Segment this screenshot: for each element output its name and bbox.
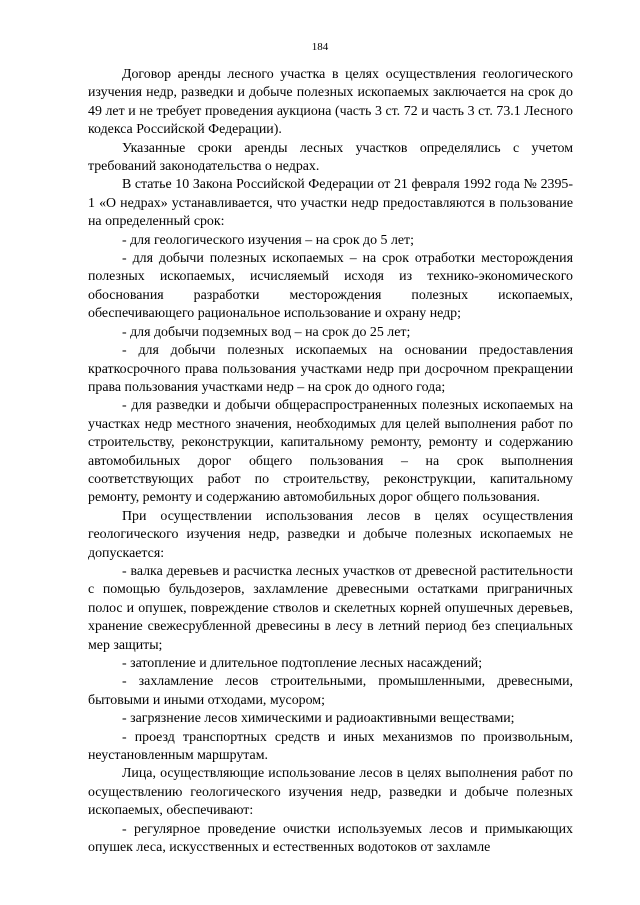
list-item: - регулярное проведение очистки используемых лесов и примыкающих опушек леса, искусственных и естественных водотоков от захламле <box>88 821 573 856</box>
list-item: - валка деревьев и расчистка лесных участков от древесной растительности с помощью бульдозеров, захламление древесными остатками приграничных полос и опушек, повреждение стволов и скелетных корней опушечных деревьев, хранение свежесрубленной древесины в лесу в летний период без специальных мер защиты; <box>88 563 573 653</box>
page-number: 184 <box>311 41 329 53</box>
list-item: - захламление лесов строительными, промышленными, древесными, бытовыми и иными отходами, мусором; <box>88 674 573 708</box>
paragraph: Указанные сроки аренды лесных участков определялись с учетом требований законодательства о недрах. <box>88 140 573 175</box>
list-item: - для геологического изучения – на срок до 5 лет; <box>122 232 414 248</box>
list-item: - для добычи полезных ископаемых на основании предоставления краткосрочного права пользования участками недр при досрочном прекращении права пользования участками недр – на срок до одного года; <box>88 343 573 395</box>
page-body <box>88 66 573 857</box>
paragraph: При осуществлении использования лесов в целях осуществления геологического изучения недр, разведки и добыче полезных ископаемых не допускается: <box>88 508 573 561</box>
list-item: - загрязнение лесов химическими и радиоактивными веществами; <box>122 711 515 727</box>
paragraph: Договор аренды лесного участка в целях осуществления геологического изучения недр, разведки и добыче полезных ископаемых заключается на срок до 49 лет и не требует проведения аукциона (часть 3 ст. 72 и часть 3 ст. 73.1 Лесного кодекса Российской Федерации). <box>88 67 573 138</box>
paragraph: В статье 10 Закона Российской Федерации от 21 февраля 1992 года № 2395-1 «О недрах» устанавливается, что участки недр предоставляются в пользование на определенный срок: <box>88 177 573 230</box>
list-item: - затопление и длительное подтопление лесных насаждений; <box>122 656 483 671</box>
list-item: - для разведки и добычи общераспространенных полезных ископаемых на участках недр местного значения, необходимых для целей выполнения работ по строительству, реконструкции, капитальному ремонту, ремонту и содержанию автомобильных дорог общего пользования – на срок выполнения соответствующих работ по строительству, реконструкции, капитальному ремонту, ремонту и содержанию автомобильных дорог общего пользования. <box>88 398 573 506</box>
list-item: - проезд транспортных средств и иных механизмов по произвольным, неустановленным маршрутам. <box>88 729 573 764</box>
list-item: - для добычи полезных ископаемых – на срок отработки месторождения полезных ископаемых, исчисляемый исходя из технико-экономического обоснования разработки месторождения полезных ископаемых, обеспечивающего рациональное использование и охрану недр; <box>88 251 573 322</box>
list-item: - для добычи подземных вод – на срок до 25 лет; <box>122 324 411 340</box>
paragraph: Лица, осуществляющие использование лесов в целях выполнения работ по осуществлению геологического изучения недр, разведки и добыче полезных ископаемых, обеспечивают: <box>88 766 573 819</box>
